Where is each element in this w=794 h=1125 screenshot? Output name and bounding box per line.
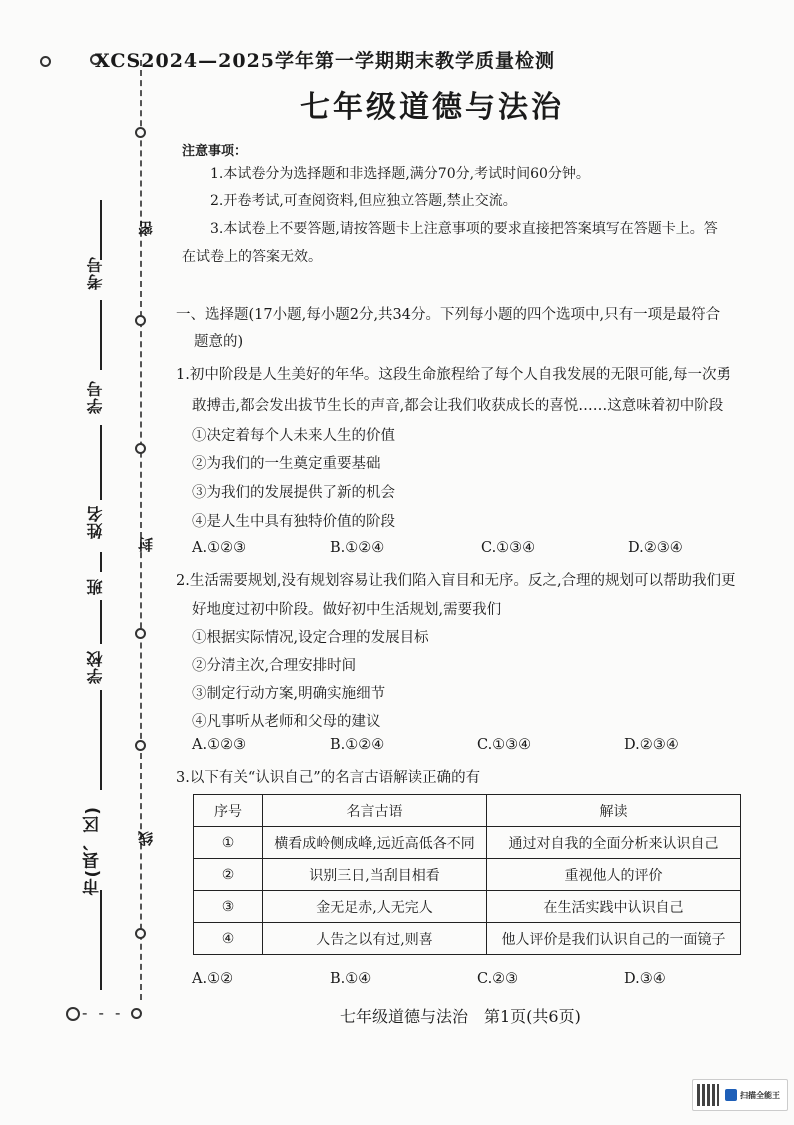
question-1-stem: 1.初中阶段是人生美好的年华。这段生命旅程给了每个人自我发展的无限可能,每一次勇 — [176, 367, 731, 383]
question-2-option-a[interactable]: A.①②③ — [192, 737, 247, 753]
fill-line-kaohao — [100, 200, 102, 260]
question-2-item: ③制定行动方案,明确实施细节 — [192, 686, 386, 702]
scanner-watermark-label: 扫描全能王 — [740, 1090, 780, 1100]
table-cell: ① — [194, 827, 263, 859]
fill-line-ban — [100, 552, 102, 572]
margin-mark-mi: 密 — [137, 220, 155, 236]
question-3-option-c[interactable]: C.②③ — [477, 971, 519, 987]
question-2-item: ①根据实际情况,设定合理的发展目标 — [192, 630, 429, 646]
fill-line-xuehao — [100, 300, 102, 370]
fill-line-shixianqu — [100, 690, 102, 790]
margin-mark-xian: 线 — [137, 830, 155, 846]
question-1-item: ②为我们的一生奠定重要基础 — [192, 456, 381, 472]
margin-label-shixianqu: 市(县、区) — [83, 806, 103, 896]
table-cell: 在生活实践中认识自己 — [487, 891, 741, 923]
table-cell: 重视他人的评价 — [487, 859, 741, 891]
question-1-option-b[interactable]: B.①②④ — [330, 540, 385, 556]
binding-dash: - - - — [82, 1003, 124, 1022]
question-2-item: ④凡事听从老师和父母的建议 — [192, 714, 381, 730]
notice-heading: 注意事项： — [182, 144, 248, 159]
notice-item: 2.开卷考试,可查阅资料,但应独立答题,禁止交流。 — [210, 193, 517, 209]
table-cell: ④ — [194, 923, 263, 955]
question-2-stem-cont: 好地度过初中阶段。做好初中生活规划,需要我们 — [192, 602, 502, 618]
question-2-option-d[interactable]: D.②③④ — [624, 737, 679, 753]
quotes-table — [193, 794, 741, 955]
binding-hole — [66, 1007, 80, 1021]
notice-item: 1.本试卷分为选择题和非选择题,满分70分,考试时间60分钟。 — [210, 166, 590, 182]
question-1-option-c[interactable]: C.①③④ — [481, 540, 536, 556]
section-heading: 一、选择题(17小题,每小题2分,共34分。下列每小题的四个选项中,只有一项是最符合 — [176, 307, 721, 323]
margin-label-xuehao: 学号 — [86, 380, 105, 414]
table-header: 序号 — [194, 795, 263, 827]
question-1-item: ③为我们的发展提供了新的机会 — [192, 485, 395, 501]
page-title: 七年级道德与法治 — [300, 90, 564, 125]
margin-label-xuexiao: 学校 — [86, 650, 105, 684]
question-3-option-b[interactable]: B.①④ — [330, 971, 372, 987]
question-2-stem: 2.生活需要规划,没有规划容易让我们陷入盲目和无序。反之,合理的规划可以帮助我们更 — [176, 573, 736, 589]
margin-label-ban: 班 — [86, 578, 105, 595]
table-row — [194, 859, 741, 891]
table-row — [194, 891, 741, 923]
table-cell: 识别三日,当刮目相看 — [263, 859, 487, 891]
question-3-option-d[interactable]: D.③④ — [624, 971, 666, 987]
binding-dashed-line — [140, 60, 142, 1000]
margin-mark-feng: 封 — [137, 536, 155, 552]
binding-hole — [131, 1008, 142, 1019]
page-footer: 七年级道德与法治 第1页(共6页) — [340, 1007, 581, 1026]
table-cell: 横看成岭侧成峰,远近高低各不同 — [263, 827, 487, 859]
table-cell: 通过对自我的全面分析来认识自己 — [487, 827, 741, 859]
table-header-row — [194, 795, 741, 827]
question-2-option-c[interactable]: C.①③④ — [477, 737, 532, 753]
binding-hole — [40, 56, 51, 67]
section-heading-cont: 题意的) — [194, 334, 244, 350]
table-cell: ③ — [194, 891, 263, 923]
table-cell: 金无足赤,人无完人 — [263, 891, 487, 923]
fill-line-xingming — [100, 425, 102, 500]
question-2-item: ②分清主次,合理安排时间 — [192, 658, 357, 674]
table-header: 解读 — [487, 795, 741, 827]
fill-line-shixianqu-lower — [100, 890, 102, 990]
table-row — [194, 827, 741, 859]
scanner-watermark — [692, 1079, 788, 1111]
margin-label-kaohao: 考号 — [86, 256, 105, 290]
table-cell: ② — [194, 859, 263, 891]
table-header: 名言古语 — [263, 795, 487, 827]
question-2-option-b[interactable]: B.①②④ — [330, 737, 385, 753]
question-1-option-d[interactable]: D.②③④ — [628, 540, 683, 556]
question-1-stem-cont: 敢搏击,都会发出拔节生长的声音,都会让我们收获成长的喜悦……这意味着初中阶段 — [192, 398, 724, 414]
question-3-stem: 3.以下有关“认识自己”的名言古语解读正确的有 — [176, 770, 481, 786]
question-1-item: ①决定着每个人未来人生的价值 — [192, 428, 395, 444]
exam-header: XCS2024—2025学年第一学期期末教学质量检测 — [95, 50, 556, 72]
binding-hole — [135, 928, 146, 939]
binding-hole — [135, 127, 146, 138]
binding-hole — [135, 443, 146, 454]
question-1-option-a[interactable]: A.①②③ — [192, 540, 247, 556]
qr-code-icon — [697, 1084, 719, 1106]
question-3-option-a[interactable]: A.①② — [192, 971, 234, 987]
margin-label-xingming: 姓名 — [86, 505, 105, 539]
binding-hole — [135, 628, 146, 639]
fill-line-xuexiao — [100, 600, 102, 644]
table-cell: 他人评价是我们认识自己的一面镜子 — [487, 923, 741, 955]
notice-item: 在试卷上的答案无效。 — [182, 249, 322, 265]
question-1-item: ④是人生中具有独特价值的阶段 — [192, 514, 395, 530]
scanner-logo-icon — [725, 1089, 737, 1101]
binding-hole — [135, 315, 146, 326]
table-row — [194, 923, 741, 955]
binding-hole — [135, 740, 146, 751]
notice-item: 3.本试卷上不要答题,请按答题卡上注意事项的要求直接把答案填写在答题卡上。答 — [210, 221, 718, 237]
table-cell: 人告之以有过,则喜 — [263, 923, 487, 955]
